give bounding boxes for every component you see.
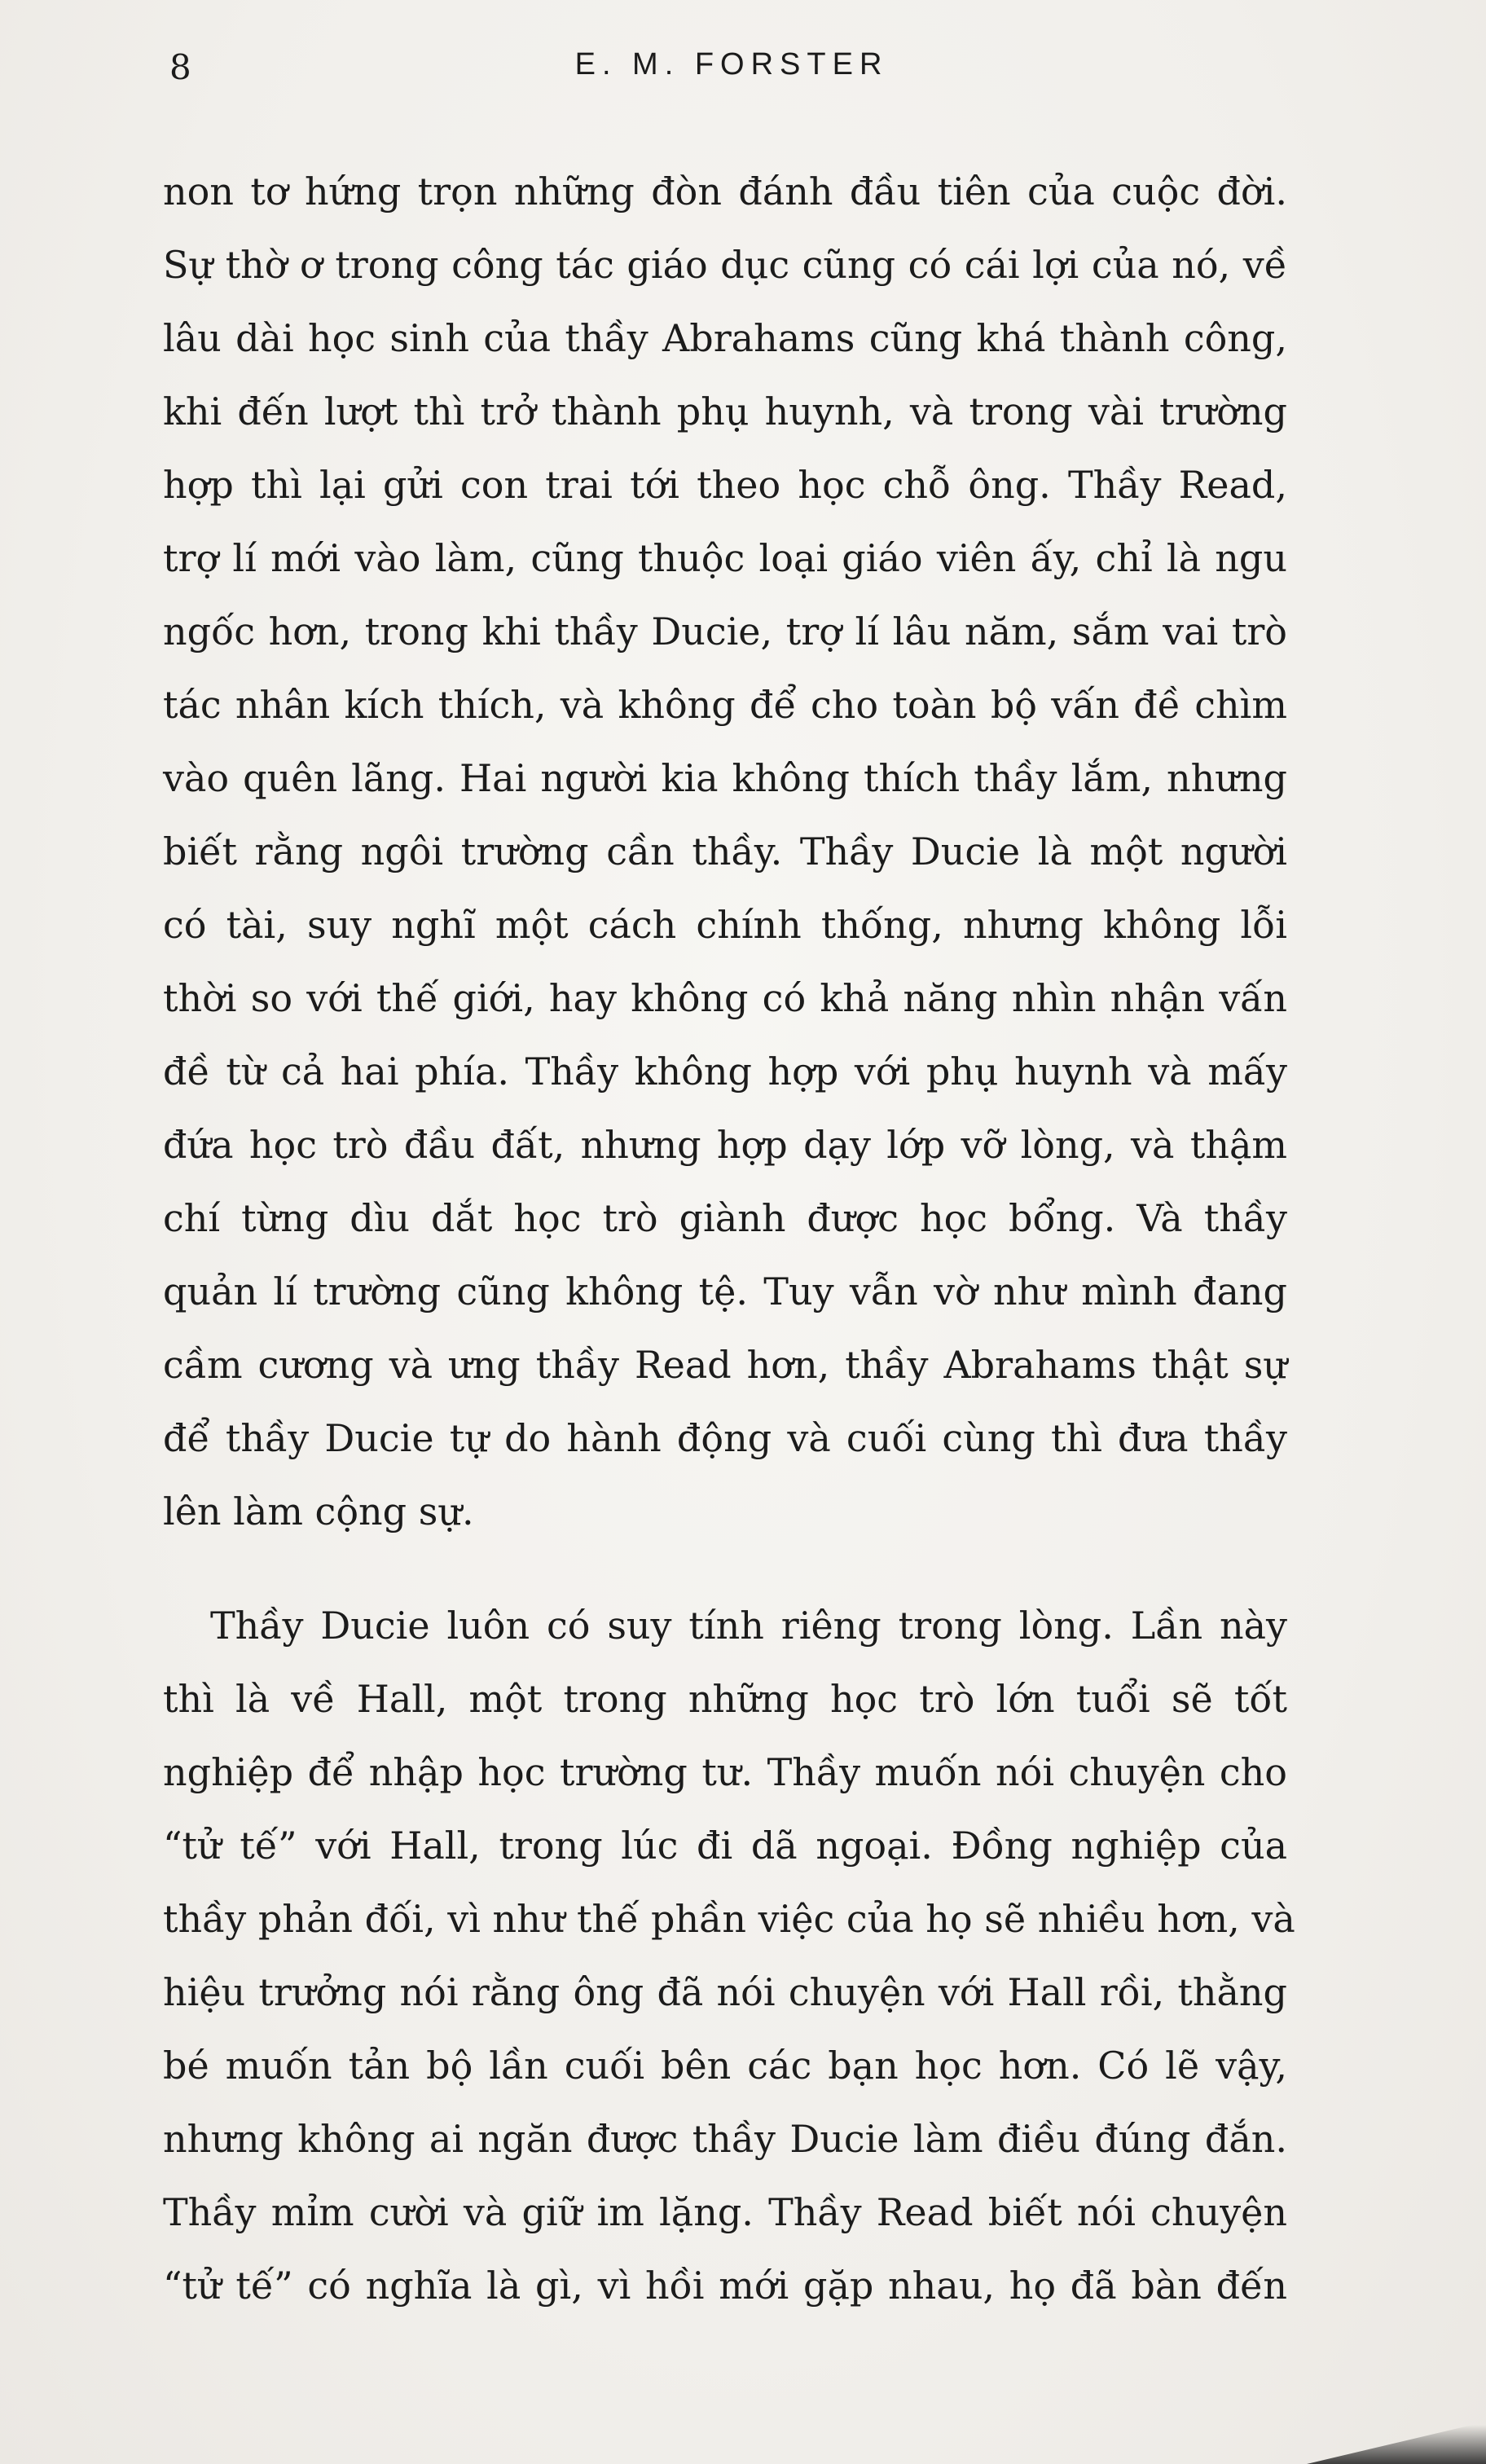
text-line: “tử tế” có nghĩa là gì, vì hồi mới gặp nhau, họ đã bàn đến [163, 2264, 1287, 2308]
text-line: hợp thì lại gửi con trai tới theo học chỗ ông. Thầy Read, [163, 463, 1287, 507]
text-line: vào quên lãng. Hai người kia không thích thầy lắm, nhưng [163, 756, 1287, 800]
text-line: “tử tế” với Hall, trong lúc đi dã ngoại. Đồng nghiệp của [163, 1824, 1287, 1868]
text-line: trợ lí mới vào làm, cũng thuộc loại giáo viên ấy, chỉ là ngu [163, 536, 1287, 580]
text-line: thì là về Hall, một trong những học trò lớn tuổi sẽ tốt [163, 1677, 1287, 1721]
text-line: cầm cương và ưng thầy Read hơn, thầy Abrahams thật sự [163, 1343, 1287, 1387]
text-line: biết rằng ngôi trường cần thầy. Thầy Ducie là một người [163, 829, 1287, 873]
text-line: lên làm cộng sự. [163, 1489, 474, 1533]
running-head-author: E. M. FORSTER [574, 47, 889, 81]
text-line: để thầy Ducie tự do hành động và cuối cùng thì đưa thầy [163, 1416, 1287, 1460]
page-header [169, 47, 1294, 104]
text-line: lâu dài học sinh của thầy Abrahams cũng khá thành công, [163, 316, 1287, 360]
text-line: tác nhân kích thích, và không để cho toàn bộ vấn đề chìm [163, 683, 1287, 727]
text-line: đứa học trò đầu đất, nhưng hợp dạy lớp vỡ lòng, và thậm [163, 1123, 1287, 1167]
paragraph-spacer [163, 1548, 1287, 1589]
text-line: Sự thờ ơ trong công tác giáo dục cũng có cái lợi của nó, về [163, 243, 1287, 287]
body-text [163, 155, 1295, 2322]
text-line: nghiệp để nhập học trường tư. Thầy muốn nói chuyện cho [163, 1750, 1287, 1794]
text-line: Thầy mỉm cười và giữ im lặng. Thầy Read biết nói chuyện [163, 2190, 1287, 2234]
paragraph-2 [163, 1589, 1295, 2322]
text-line: hiệu trưởng nói rằng ông đã nói chuyện với Hall rồi, thằng [163, 1970, 1287, 2014]
paragraph-1 [163, 155, 1287, 1548]
page-number: 8 [169, 47, 192, 87]
page-corner-shadow [1307, 2399, 1486, 2464]
text-line: bé muốn tản bộ lần cuối bên các bạn học hơn. Có lẽ vậy, [163, 2044, 1287, 2088]
text-line: non tơ hứng trọn những đòn đánh đầu tiên của cuộc đời. [163, 169, 1287, 213]
text-line: đề từ cả hai phía. Thầy không hợp với phụ huynh và mấy [163, 1049, 1287, 1093]
text-line: nhưng không ai ngăn được thầy Ducie làm điều đúng đắn. [163, 2117, 1287, 2161]
text-line: Thầy Ducie luôn có suy tính riêng trong lòng. Lần này [210, 1604, 1287, 1648]
text-line: chí từng dìu dắt học trò giành được học bổng. Và thầy [163, 1196, 1287, 1240]
text-line: có tài, suy nghĩ một cách chính thống, nhưng không lỗi [163, 903, 1287, 947]
text-line: ngốc hơn, trong khi thầy Ducie, trợ lí lâu năm, sắm vai trò [163, 609, 1287, 653]
text-line: quản lí trường cũng không tệ. Tuy vẫn vờ như mình đang [163, 1269, 1287, 1313]
text-line: thầy phản đối, vì như thế phần việc của họ sẽ nhiều hơn, và [163, 1897, 1295, 1941]
text-line: thời so với thế giới, hay không có khả năng nhìn nhận vấn [163, 976, 1287, 1020]
text-line: khi đến lượt thì trở thành phụ huynh, và trong vài trường [163, 389, 1287, 433]
